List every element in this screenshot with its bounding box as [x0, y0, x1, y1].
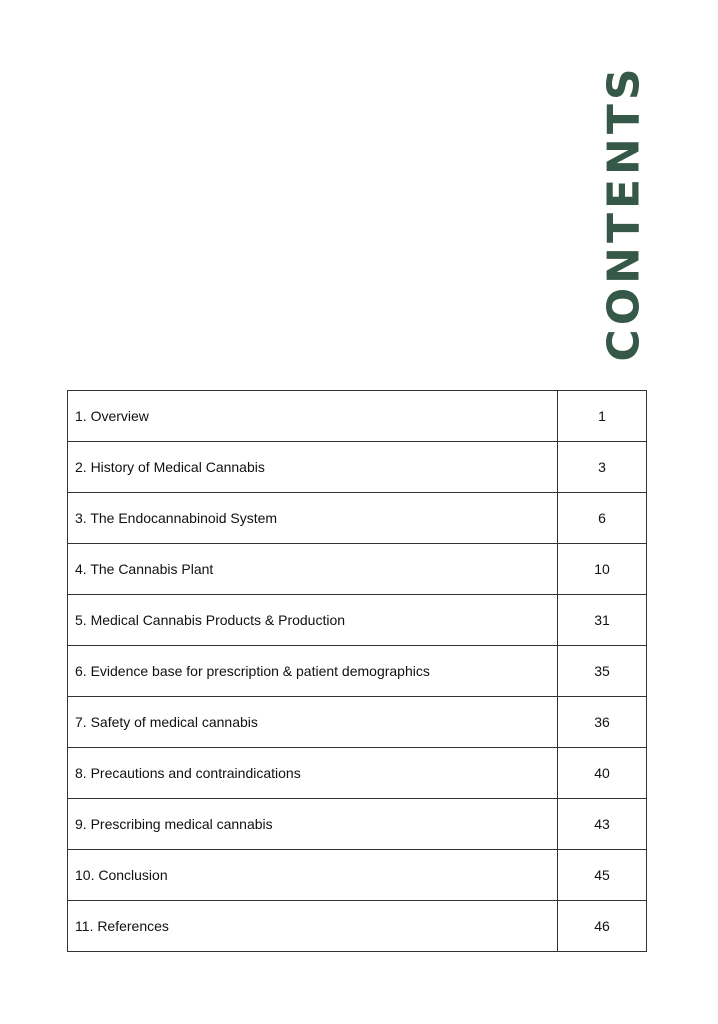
toc-entry-page[interactable]: 40 [558, 748, 647, 799]
toc-entry-title[interactable]: 2. History of Medical Cannabis [68, 442, 558, 493]
toc-entry-page[interactable]: 35 [558, 646, 647, 697]
toc-entry-title[interactable]: 5. Medical Cannabis Products & Production [68, 595, 558, 646]
toc-row[interactable] [68, 544, 647, 595]
toc-entry-title[interactable]: 8. Precautions and contraindications [68, 748, 558, 799]
toc-entry-title[interactable]: 7. Safety of medical cannabis [68, 697, 558, 748]
toc-row[interactable] [68, 697, 647, 748]
toc-entry-title[interactable]: 11. References [68, 901, 558, 952]
toc-entry-page[interactable]: 3 [558, 442, 647, 493]
page-title [599, 64, 650, 362]
toc-entry-page[interactable]: 36 [558, 697, 647, 748]
toc-entry-page[interactable]: 43 [558, 799, 647, 850]
toc-row[interactable] [68, 748, 647, 799]
toc-row[interactable] [68, 391, 647, 442]
toc-entry-page[interactable]: 45 [558, 850, 647, 901]
toc-entry-page[interactable]: 10 [558, 544, 647, 595]
toc-entry-page[interactable]: 6 [558, 493, 647, 544]
toc-row[interactable] [68, 799, 647, 850]
toc-row[interactable] [68, 595, 647, 646]
toc-row[interactable] [68, 442, 647, 493]
toc-entry-title[interactable]: 3. The Endocannabinoid System [68, 493, 558, 544]
toc-entry-page[interactable]: 46 [558, 901, 647, 952]
toc-row[interactable] [68, 850, 647, 901]
toc-entry-title[interactable]: 4. The Cannabis Plant [68, 544, 558, 595]
toc-entry-title[interactable]: 1. Overview [68, 391, 558, 442]
toc-row[interactable] [68, 646, 647, 697]
page-title-text: CONTENTS [599, 64, 650, 362]
toc-entry-page[interactable]: 31 [558, 595, 647, 646]
toc-entry-title[interactable]: 10. Conclusion [68, 850, 558, 901]
toc-row[interactable] [68, 901, 647, 952]
toc-entry-title[interactable]: 6. Evidence base for prescription & patient demographics [68, 646, 558, 697]
toc-entry-title[interactable]: 9. Prescribing medical cannabis [68, 799, 558, 850]
toc-entry-page[interactable]: 1 [558, 391, 647, 442]
toc-row[interactable] [68, 493, 647, 544]
table-of-contents [67, 390, 647, 952]
